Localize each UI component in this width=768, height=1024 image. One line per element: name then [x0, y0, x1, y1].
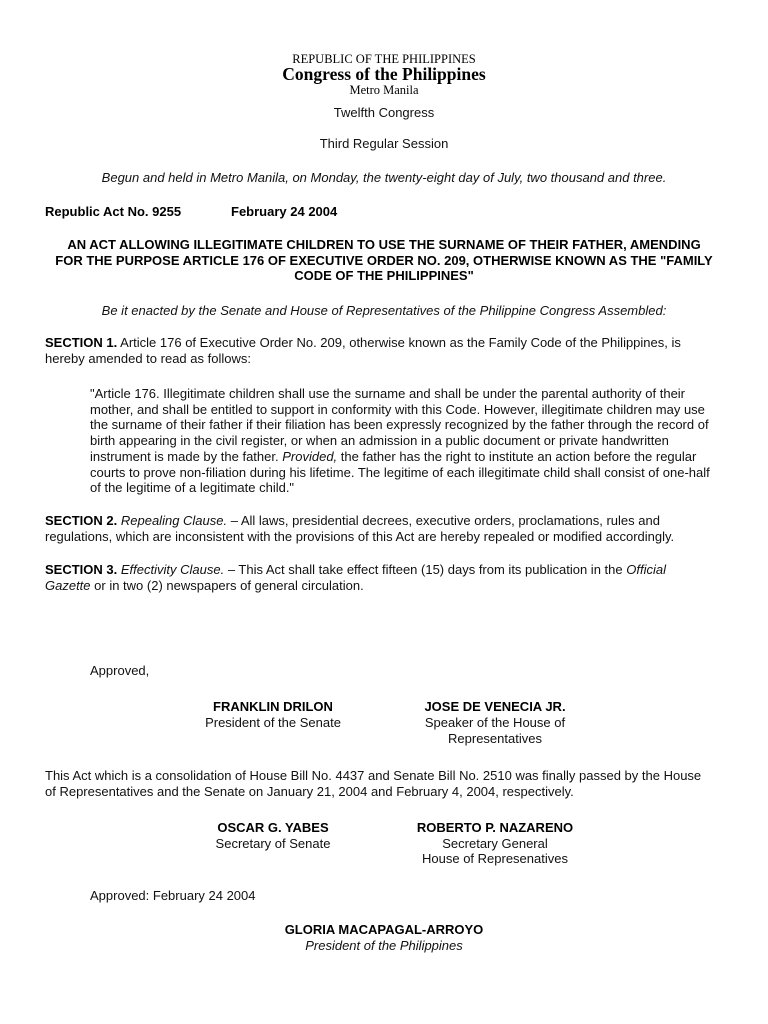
section-2-label: SECTION 2. [45, 513, 118, 528]
section-2-line: regulations, which are inconsistent with the provisions of this Act are hereby repealed or modified accordingly. [45, 528, 675, 544]
consolidation-line: This Act which is a consolidation of House Bill No. 4437 and Senate Bill No. 2510 was finally passed by the House [45, 768, 702, 783]
signatory-name: GLORIA MACAPAGAL-ARROYO [284, 922, 484, 937]
quote-line: mother, and shall be entitled to support in conformity with this Code. However, illegitimate children may use [90, 401, 705, 417]
section-2-line [45, 513, 674, 529]
republic-heading: REPUBLIC OF THE PHILIPPINES [292, 52, 476, 66]
signatory-title: House of Represenatives [422, 851, 568, 866]
section-1-label: SECTION 1. [45, 335, 118, 350]
signatory-name: ROBERTO P. NAZARENO [416, 820, 574, 835]
session-name: Third Regular Session [319, 136, 449, 151]
consolidation-line: of Representatives and the Senate on January 21, 2004 and February 4, 2004, respectively. [45, 784, 574, 799]
signatory-name: JOSE DE VENECIA JR. [424, 699, 566, 714]
quote-line [90, 449, 710, 465]
signatory-title: Secretary of Senate [215, 835, 331, 851]
section-2-heading: Repealing Clause. [120, 513, 228, 528]
section-3-text: – This Act shall take effect fifteen (15) days from its publication in the [227, 562, 623, 577]
approved-label: Approved, [90, 663, 150, 678]
official-gazette-term: Gazette [45, 577, 91, 593]
house-speaker-signature [385, 699, 605, 747]
signatory-name: OSCAR G. YABES [217, 820, 329, 835]
approved-date: Approved: February 24 2004 [90, 888, 256, 903]
section-1-line: hereby amended to read as follows: [45, 350, 251, 366]
quote-line: the surname of their father if their filiation has been expressly recognized by the father through the record of [90, 417, 709, 433]
signatory-title: Speaker of the House of [424, 715, 566, 730]
section-3 [45, 562, 666, 593]
amended-article-quote [90, 386, 710, 496]
enacting-clause: Be it enacted by the Senate and House of Representatives of the Philippine Congress Assembled: [101, 303, 667, 318]
official-gazette-term: Official [626, 562, 666, 577]
signatory-title: Representatives [448, 731, 542, 746]
section-3-text: or in two (2) newspapers of general circulation. [94, 577, 364, 593]
section-3-label: SECTION 3. [45, 562, 118, 577]
act-title [0, 237, 768, 284]
signatory-name: FRANKLIN DRILON [213, 699, 333, 714]
section-3-line [45, 578, 666, 594]
section-3-heading: Effectivity Clause. [120, 562, 225, 577]
section-3-line [45, 562, 666, 578]
senate-secretary-signature [173, 820, 373, 851]
begun-statement: Begun and held in Metro Manila, on Monday, the twenty-eight day of July, two thousand and three. [101, 170, 667, 185]
act-title-line: CODE OF THE PHILIPPINES" [294, 268, 474, 283]
section-1-text: Article 176 of Executive Order No. 209, otherwise known as the Family Code of the Philippines, is [120, 335, 681, 350]
congress-number: Twelfth Congress [333, 105, 435, 120]
signatory-title: Secretary General [442, 835, 548, 851]
senate-president-signature [173, 699, 373, 731]
consolidation-statement [45, 768, 701, 800]
quote-text: the father has the right to institute an action before the regular [340, 448, 697, 464]
president-signature [0, 922, 768, 954]
quote-line: courts to prove non-filiation during his lifetime. The legitime of each illegitimate child shall consist of one-half [90, 464, 710, 480]
section-2 [45, 513, 674, 544]
section-1-line [45, 335, 681, 351]
act-title-line: AN ACT ALLOWING ILLEGITIMATE CHILDREN TO USE THE SURNAME OF THEIR FATHER, AMENDING [67, 237, 701, 252]
section-1 [45, 335, 681, 366]
section-2-text: – All laws, presidential decrees, executive orders, proclamations, rules and [230, 513, 660, 528]
quote-line: "Article 176. Illegitimate children shall use the surname and shall be under the parental authority of their [90, 386, 686, 401]
quote-line: birth appearing in the civil register, or when an admission in a public document or private handwritten [90, 433, 669, 449]
signatory-title: President of the Senate [205, 715, 341, 730]
act-number: Republic Act No. 9255 [45, 204, 182, 219]
quote-text: instrument is made by the father. [90, 448, 279, 464]
location-heading: Metro Manila [349, 83, 419, 97]
signatory-title: President of the Philippines [305, 938, 463, 953]
quote-line: of the legitime of a legitimate child." [90, 480, 295, 496]
act-date: February 24 2004 [231, 204, 338, 219]
house-secretary-signature [385, 820, 605, 867]
congress-heading: Congress of the Philippines [282, 64, 486, 84]
provided-term: Provided, [282, 448, 338, 464]
act-title-line: FOR THE PURPOSE ARTICLE 176 OF EXECUTIVE ORDER NO. 209, OTHERWISE KNOWN AS THE "FAMILY [55, 252, 713, 268]
